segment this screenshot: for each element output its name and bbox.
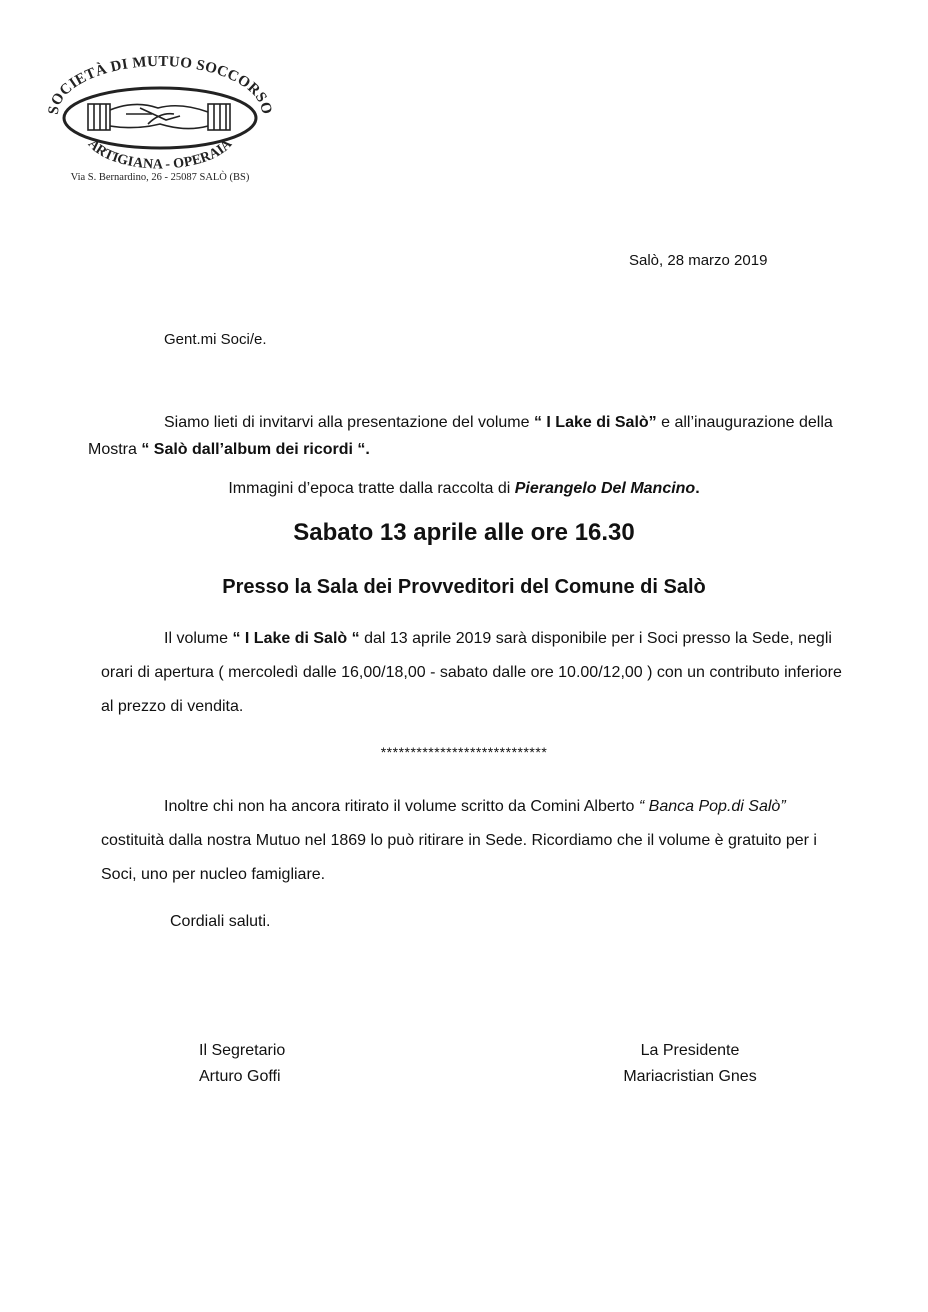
society-address-text: Via S. Bernardino, 26 - 25087 SALÒ (BS): [70, 172, 250, 183]
book-title: “ I Lake di Salò”: [533, 414, 657, 431]
president-name: Mariacristian Gnes: [623, 1068, 757, 1085]
availability-text-b: dal 13 aprile 2019 sarà disponibile per i Soci presso la Sede, negli orari di apertura ( mercoledì dalle 16,00/18,00 - sabato dalle ore 10.00/12,00 ) con un contributo inferiore al prezzo di vendita.: [101, 630, 842, 715]
other-volume-paragraph: [101, 790, 851, 892]
secretary-role: Il Segretario: [199, 1042, 286, 1059]
availability-book-title: “ I Lake di Salò “: [232, 630, 360, 647]
greeting: Gent.mi Soci/e.: [164, 331, 267, 348]
collection-author: Pierangelo Del Mancino: [514, 480, 696, 497]
signature-secretary: [199, 1038, 285, 1090]
other-volume-text-a: Inoltre chi non ha ancora ritirato il volume scritto da Comini Alberto: [164, 798, 639, 815]
invitation-text-a: Siamo lieti di invitarvi alla presentazione del volume: [164, 414, 534, 431]
exhibition-title: “ Salò dall’album dei ricordi “.: [141, 441, 370, 458]
closing-salutation: Cordiali saluti.: [170, 913, 271, 930]
secretary-name: Arturo Goffi: [199, 1068, 281, 1085]
images-credit-text: Immagini d’epoca tratte dalla raccolta di: [228, 480, 515, 497]
availability-paragraph: [101, 622, 851, 724]
event-date-heading: Sabato 13 aprile alle ore 16.30: [293, 519, 635, 546]
society-logo-stamp: [40, 52, 280, 187]
svg-text:SOCIETÀ DI MUTUO SOCCORSO: [46, 54, 275, 116]
signature-president: [600, 1038, 780, 1090]
event-venue-heading: Presso la Sala dei Provveditori del Comune di Salò: [222, 576, 706, 598]
availability-text-a: Il volume: [164, 630, 233, 647]
images-credit-line: [0, 480, 928, 498]
handshake-seal-icon: [40, 52, 280, 187]
letter-date: Salò, 28 marzo 2019: [629, 252, 768, 269]
images-credit-end: .: [695, 480, 700, 497]
society-name-text: SOCIETÀ DI MUTUO SOCCORSO: [45, 53, 275, 116]
president-role: La Presidente: [640, 1042, 740, 1059]
invitation-paragraph: [88, 409, 848, 463]
invitation-text-b: e all’inaugurazione della Mostra: [88, 414, 833, 458]
society-subtitle-text: ARTIGIANA - OPERAIA: [84, 136, 236, 173]
other-volume-text-b: costituità dalla nostra Mutuo nel 1869 lo può ritirare in Sede. Ricordiamo che il volume è gratuito per i Soci, uno per nucleo famigliare.: [101, 832, 817, 883]
other-volume-title: “ Banca Pop.di Salò”: [638, 798, 786, 815]
separator-stars: ****************************: [380, 744, 548, 760]
